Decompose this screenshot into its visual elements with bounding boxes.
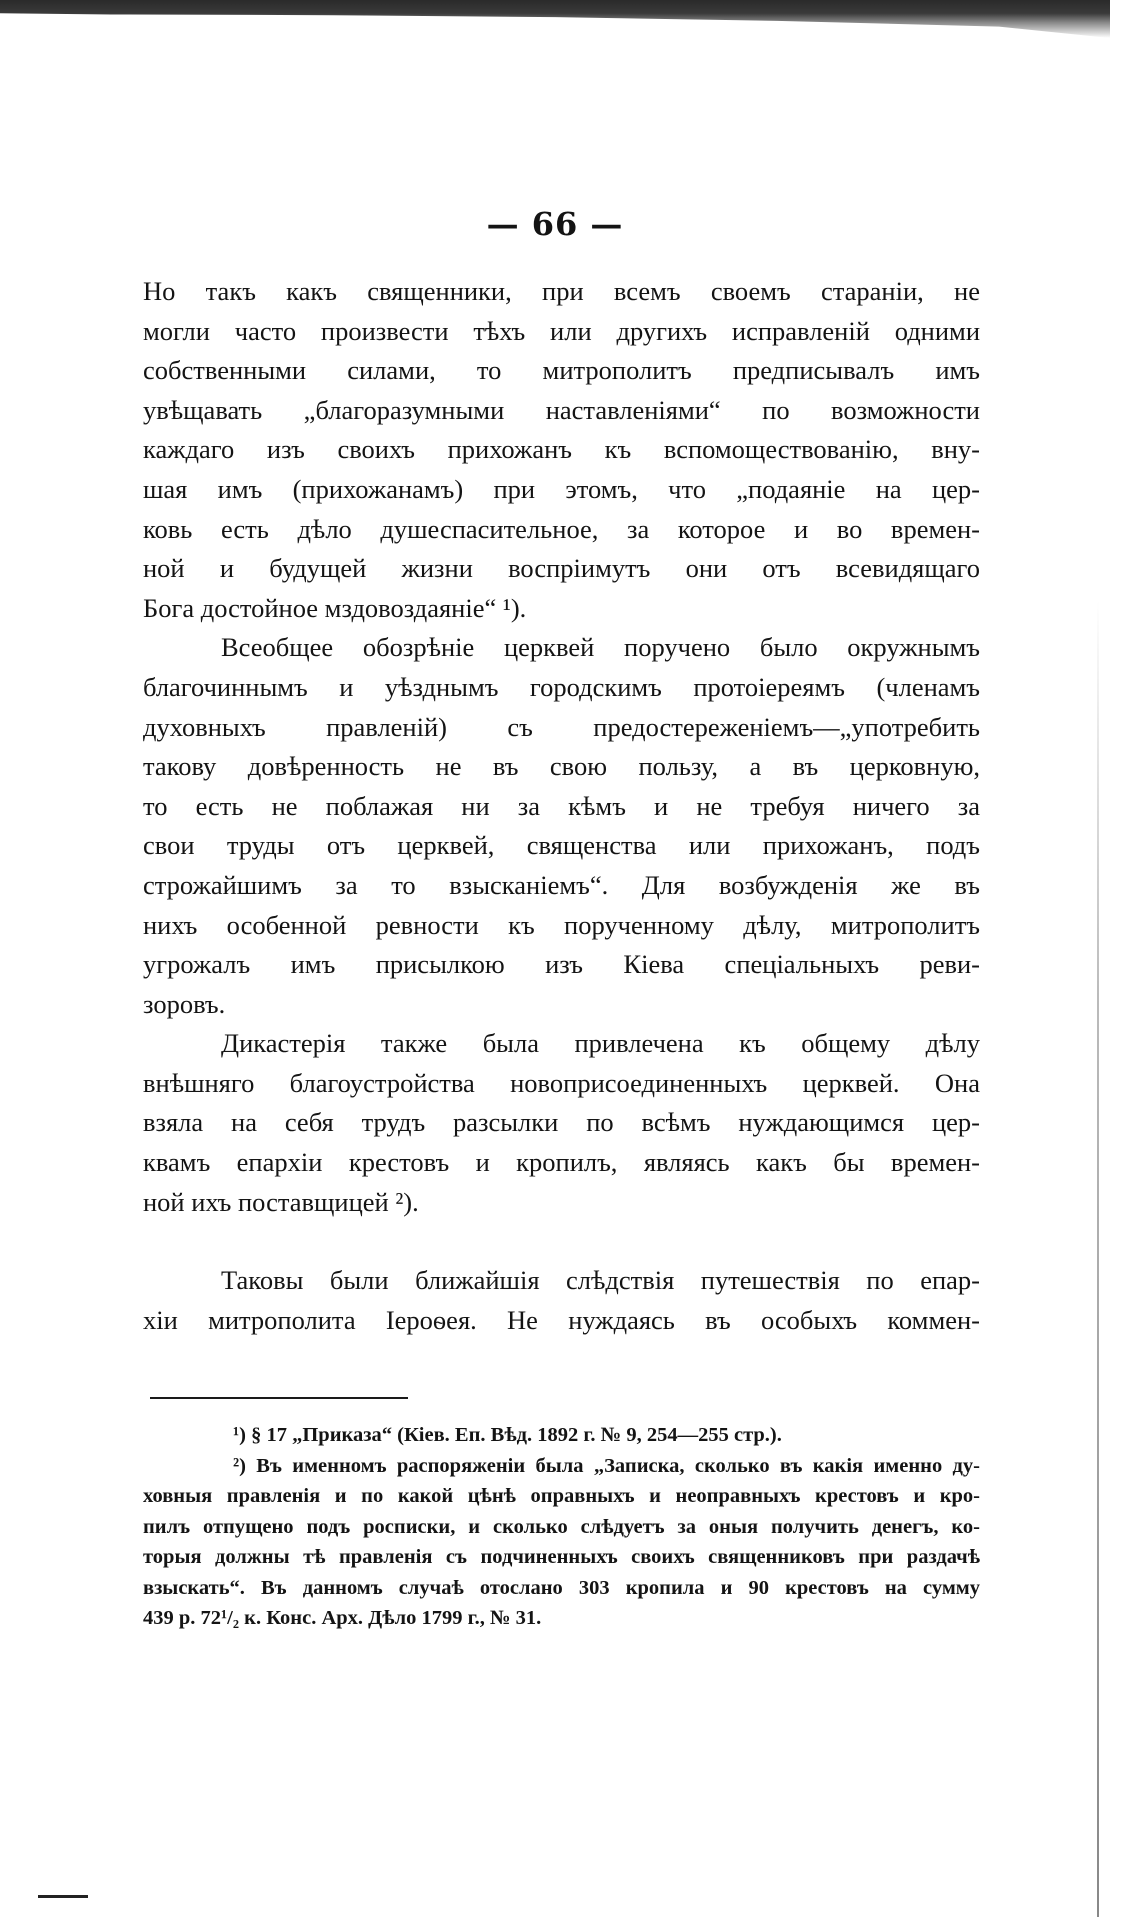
footnote-2-line: ²) Въ именномъ распоряженіи была „Записка, сколько въ какія именно ду-: [233, 1454, 980, 1477]
paragraph-2: [143, 628, 980, 1024]
text-line: угрожалъ имъ присылкою изъ Кіева спеціальныхъ реви-: [143, 949, 980, 980]
text-line: квамъ епархіи крестовъ и кропилъ, являясь какъ бы времен-: [143, 1147, 980, 1178]
scan-right-edge: [1097, 600, 1099, 1917]
footnotes: [143, 1420, 980, 1634]
footnote-1: ¹) § 17 „Приказа“ (Кіев. Еп. Вѣд. 1892 г. № 9, 254—255 стр.).: [233, 1424, 782, 1446]
text-line: каждаго изъ своихъ прихожанъ къ вспомоществованію, вну-: [143, 434, 980, 465]
footnote-divider: [150, 1397, 408, 1399]
text-line: духовныхъ правленій) съ предостереженіемъ—„употребить: [143, 711, 980, 742]
text-line: увѣщавать „благоразумными наставленіями“ по возможности: [143, 394, 980, 425]
text-line: внѣшняго благоустройства новоприсоединенныхъ церквей. Она: [143, 1067, 980, 1098]
text-line: собственными силами, то митрополитъ предписывалъ имъ: [143, 355, 980, 386]
scan-bottom-mark: [38, 1895, 88, 1898]
text-line: ковь есть дѣло душеспасительное, за которое и во времен-: [143, 513, 980, 544]
text-line: Но такъ какъ священники, при всемъ своемъ стараніи, не: [143, 276, 980, 306]
main-text: [143, 272, 980, 1340]
text-line: то есть не поблажая ни за кѣмъ и не требуя ничего за: [143, 790, 980, 821]
text-line: благочиннымъ и уѣзднымъ городскимъ протоіереямъ (членамъ: [143, 671, 980, 702]
text-line: свои труды отъ церквей, священства или прихожанъ, подъ: [143, 830, 980, 861]
text-line: такову довѣренность не въ свою пользу, а въ церковную,: [143, 751, 980, 782]
text-line: зоровъ.: [143, 988, 226, 1019]
text-line: нихъ особенной ревности къ порученному дѣлу, митрополитъ: [143, 909, 980, 940]
text-line: взяла на себя трудъ разсылки по всѣмъ нуждающимся цер-: [143, 1107, 980, 1138]
paragraph-4: [143, 1261, 980, 1340]
paragraph-3: [143, 1024, 980, 1222]
text-line: хіи митрополита Іероѳея. Не нуждаясь въ особыхъ коммен-: [143, 1304, 980, 1335]
text-line: ной и будущей жизни воспріимутъ они отъ всевидящаго: [143, 553, 980, 584]
text-line: могли часто произвести тѣхъ или другихъ исправленій одними: [143, 315, 980, 346]
text-line: шая имъ (прихожанамъ) при этомъ, что „подаяніе на цер-: [143, 473, 980, 504]
footnote-2-line: ховныя правленія и по какой цѣнѣ оправныхъ и неоправныхъ крестовъ и кро-: [143, 1485, 980, 1507]
text-line: строжайшимъ за то взысканіемъ“. Для возбужденія же въ: [143, 869, 980, 900]
text-line: ной ихъ поставщицей ²).: [143, 1186, 419, 1217]
text-line: Таковы были ближайшія слѣдствія путешествія по епар-: [221, 1265, 980, 1296]
footnote-2-line: торыя должны тѣ правленія съ подчиненныхъ своихъ священниковъ при раздачѣ: [143, 1546, 980, 1568]
text-line: Всеобщее обозрѣніе церквей поручено было окружнымъ: [221, 632, 980, 663]
scan-top-edge: [0, 0, 1110, 38]
footnote-2-line: взыскать“. Въ данномъ случаѣ отослано 303 кропила и 90 крестовъ на сумму: [143, 1576, 980, 1599]
footnote-2-line: 439 р. 72¹/₂ к. Конс. Арх. Дѣло 1799 г., № 31.: [143, 1607, 542, 1629]
paragraph-gap: [143, 1222, 980, 1261]
paragraph-1: [143, 272, 980, 628]
text-line: Бога достойное мздовоздаяніе“ ¹).: [143, 592, 527, 623]
page-number: — 66 —: [486, 205, 624, 243]
footnote-2-line: пилъ отпущено подъ росписки, и сколько слѣдуетъ за оныя получить денегъ, ко-: [143, 1515, 980, 1538]
text-line: Дикастерія также была привлечена къ общему дѣлу: [221, 1028, 980, 1059]
